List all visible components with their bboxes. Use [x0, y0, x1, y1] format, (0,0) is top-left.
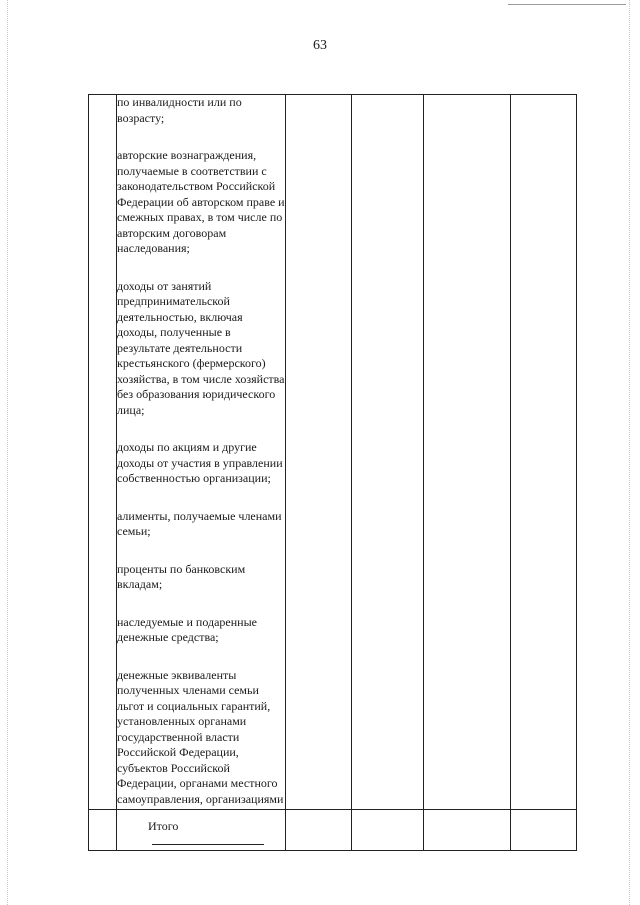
list-item: доходы по акциям и другие доходы от участия в управлении собственностью организации;	[117, 440, 283, 485]
empty-cell	[424, 810, 511, 851]
income-types-cell	[117, 95, 286, 810]
empty-cell	[511, 810, 577, 851]
income-table	[88, 94, 577, 851]
number-cell	[89, 95, 117, 810]
empty-cell	[424, 95, 511, 810]
total-cell	[117, 810, 286, 851]
scan-right-edge	[629, 0, 630, 905]
list-item: доходы от занятий предпринимательской деятельностью, включая доходы, полученные в результате деятельности крестьянского (фермерского) хозяйства, в том числе хозяйства без образования юридического лица;	[117, 278, 285, 417]
total-blank-line	[152, 834, 264, 845]
empty-cell	[352, 810, 424, 851]
empty-cell	[286, 810, 352, 851]
empty-cell	[286, 95, 352, 810]
list-item: авторские вознаграждения, получаемые в соответствии с законодательством Российской Федерации об авторском праве и смежных правах, в том числе по авторским договорам наследования;	[117, 148, 285, 255]
list-item: денежные эквиваленты полученных членами семьи льгот и социальных гарантий, установленных органами государственной власти Российской Федерации, субъектов Российской Федерации, органами местного самоуправления, организациями	[117, 667, 284, 806]
total-label: Итого	[148, 819, 179, 833]
empty-cell	[511, 95, 577, 810]
table-row-income-types	[89, 95, 577, 810]
page-number: 63	[313, 38, 327, 53]
scan-left-edge	[7, 0, 8, 905]
list-item: алименты, получаемые членами семьи;	[117, 508, 282, 538]
list-item: наследуемые и подаренные денежные средства;	[117, 614, 257, 644]
list-item: по инвалидности или по возрасту;	[117, 95, 242, 125]
table-row-total	[89, 810, 577, 851]
list-item: проценты по банковским вкладам;	[117, 561, 246, 591]
scan-mark	[508, 4, 626, 7]
number-cell	[89, 810, 117, 851]
empty-cell	[352, 95, 424, 810]
